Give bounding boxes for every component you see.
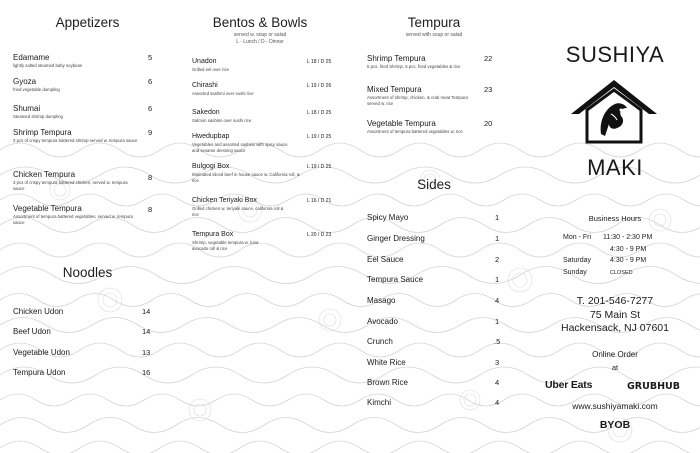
item-description: 3 pcs of crispy tempura battered shrimp served w. tempura sauce <box>13 138 138 143</box>
item-name: Masago <box>367 296 396 305</box>
item-price: 4 <box>495 378 500 387</box>
item-price: 3 <box>495 358 500 367</box>
item-name: Mixed Tempura <box>367 85 422 94</box>
item-price: 9 <box>148 128 153 137</box>
item-price: 16 <box>142 368 151 377</box>
item-price: 14 <box>142 307 151 316</box>
item-name: Crunch <box>367 337 393 346</box>
item-description: Vegetables and assorted sashimi with spicy sauce and sesame dressing sauce <box>192 142 288 153</box>
item-price: 1 <box>495 317 500 326</box>
item-price: 4 <box>495 296 500 305</box>
item-name: Ginger Dressing <box>367 234 425 243</box>
hours-time: 4:30 - 9 PM <box>610 246 647 253</box>
item-name: Vegetable Tempura <box>367 119 436 128</box>
item-description: Grilled chicken w. teriyaki sauce, california roll & rice <box>192 206 284 217</box>
address-city: Hackensack, NJ 07601 <box>561 322 669 334</box>
item-description: Shrimp, vegetable tempura w. tuna avocado roll & rice <box>192 240 259 251</box>
item-description: 5 pcs. fried Shrimp, 5 pcs. fried vegetables & rice <box>367 64 461 69</box>
item-name: Hwedupbap <box>192 133 230 140</box>
item-price: 20 <box>484 119 493 128</box>
item-price: 22 <box>484 54 493 63</box>
item-name: Tempura Box <box>192 231 234 238</box>
item-name: Edamame <box>13 53 50 62</box>
appetizers-heading: Appetizers <box>55 15 120 30</box>
item-price: 8 <box>148 205 153 214</box>
item-name: Avocado <box>367 317 398 326</box>
hours-time: 4:30 - 9 PM <box>610 257 647 264</box>
item-name: Chicken Udon <box>13 307 64 316</box>
item-price: 23 <box>484 85 493 94</box>
bentos-legend: L - Lunch / D - Dinner <box>236 39 284 45</box>
item-name: Shumai <box>13 104 41 113</box>
ubereats-logo[interactable]: Uber Eats <box>545 379 593 391</box>
item-name: Tempura Udon <box>13 368 66 377</box>
item-description: fried vegetable dumpling <box>13 87 60 92</box>
item-price: 1 <box>495 275 500 284</box>
item-price: 13 <box>142 348 151 357</box>
item-price: L 19 / D 25 <box>307 164 332 170</box>
item-price: 14 <box>142 327 151 336</box>
item-name: Gyoza <box>13 77 37 86</box>
phone-number[interactable]: T. 201-546-7277 <box>576 295 654 307</box>
item-name: Shrimp Tempura <box>13 128 72 137</box>
online-order-at: at <box>611 363 619 372</box>
item-price: 1 <box>495 234 500 243</box>
item-description: Salmon sashimi over sushi rice <box>192 118 252 123</box>
item-name: Brown Rice <box>367 378 408 387</box>
item-description: lightly salted steamed baby soybean <box>13 63 83 68</box>
item-price: .5 <box>494 337 501 346</box>
website-link[interactable]: www.sushiyamaki.com <box>572 401 658 411</box>
item-name: Sakedon <box>192 109 220 116</box>
item-price: L 19 / D 26 <box>307 83 332 89</box>
item-price: 6 <box>148 77 153 86</box>
item-name: Tempura Sauce <box>367 275 424 284</box>
online-order-label: Online Order <box>592 350 638 359</box>
tempura-heading: Tempura <box>407 15 461 30</box>
item-price: 6 <box>148 104 153 113</box>
item-price: L 20 / D 23 <box>307 232 332 238</box>
house-fish-logo-icon <box>569 78 659 146</box>
address-street: 75 Main St <box>589 309 641 321</box>
item-name: Beef Udon <box>13 327 51 336</box>
item-price: L 19 / D 25 <box>307 134 332 140</box>
bentos-subtitle: served w. soup or salad <box>233 32 287 38</box>
brand-name-bottom: MAKI <box>587 155 643 180</box>
item-description: Steamed shrimp dumpling <box>13 114 63 119</box>
item-description: Assorted sashimi over sushi rice <box>192 91 254 96</box>
item-price: 8 <box>148 173 153 182</box>
hours-day: Saturday <box>563 257 592 264</box>
item-name: Vegetable Tempura <box>13 204 82 213</box>
item-description: Grilled eel over rice <box>192 67 230 72</box>
tempura-subtitle: served with soup or salad <box>405 32 463 38</box>
item-price: L 18 / D 25 <box>307 59 332 65</box>
item-price: L 16 / D 21 <box>307 198 332 204</box>
hours-time: 11:30 - 2:30 PM <box>603 234 653 241</box>
item-name: Bulgogi Box <box>192 163 230 170</box>
item-name: Eel Sauce <box>367 255 404 264</box>
grubhub-logo[interactable]: GRUBHUB <box>627 381 680 392</box>
brand-name-top: SUSHIYA <box>565 42 665 67</box>
noodles-heading: Noodles <box>62 265 113 280</box>
item-name: White Rice <box>367 358 406 367</box>
item-name: Chirashi <box>192 82 218 89</box>
item-name: Kimchi <box>367 398 392 407</box>
item-price: L 18 / D 25 <box>307 110 332 116</box>
item-price: 2 <box>495 255 500 264</box>
item-description: Assortment of shrimp, chicken, & crab meat Tempura served w. rice <box>367 95 468 106</box>
item-name: Vegetable Udon <box>13 348 70 357</box>
item-name: Chicken Tempura <box>13 170 76 179</box>
hours-day: Mon - Fri <box>563 234 591 241</box>
item-description: 3 pcs of crispy tempura battered chicken, served w. tempura sauce <box>13 180 128 191</box>
business-hours-title: Business Hours <box>588 214 642 223</box>
item-name: Unadon <box>192 58 217 65</box>
item-price: 4 <box>495 398 500 407</box>
item-price: 5 <box>148 53 153 62</box>
hours-time: CLOSED <box>610 270 633 276</box>
item-description: Assortment of tempura battered vegetables, served w. tempura sauce <box>13 214 133 225</box>
item-description: Marinated sliced beef in house sauce w. California roll, & rice <box>192 172 300 183</box>
item-name: Shrimp Tempura <box>367 54 426 63</box>
item-description: Assortment of tempura battered vegetables w. rice <box>367 129 463 134</box>
hours-day: Sunday <box>563 269 587 276</box>
byob-label: BYOB <box>599 419 631 431</box>
item-price: 1 <box>495 213 500 222</box>
sides-heading: Sides <box>417 177 451 192</box>
item-name: Chicken Teriyaki Box <box>192 197 257 204</box>
item-name: Spicy Mayo <box>367 213 409 222</box>
bentos-bowls-heading: Bentos & Bowls <box>212 15 308 30</box>
